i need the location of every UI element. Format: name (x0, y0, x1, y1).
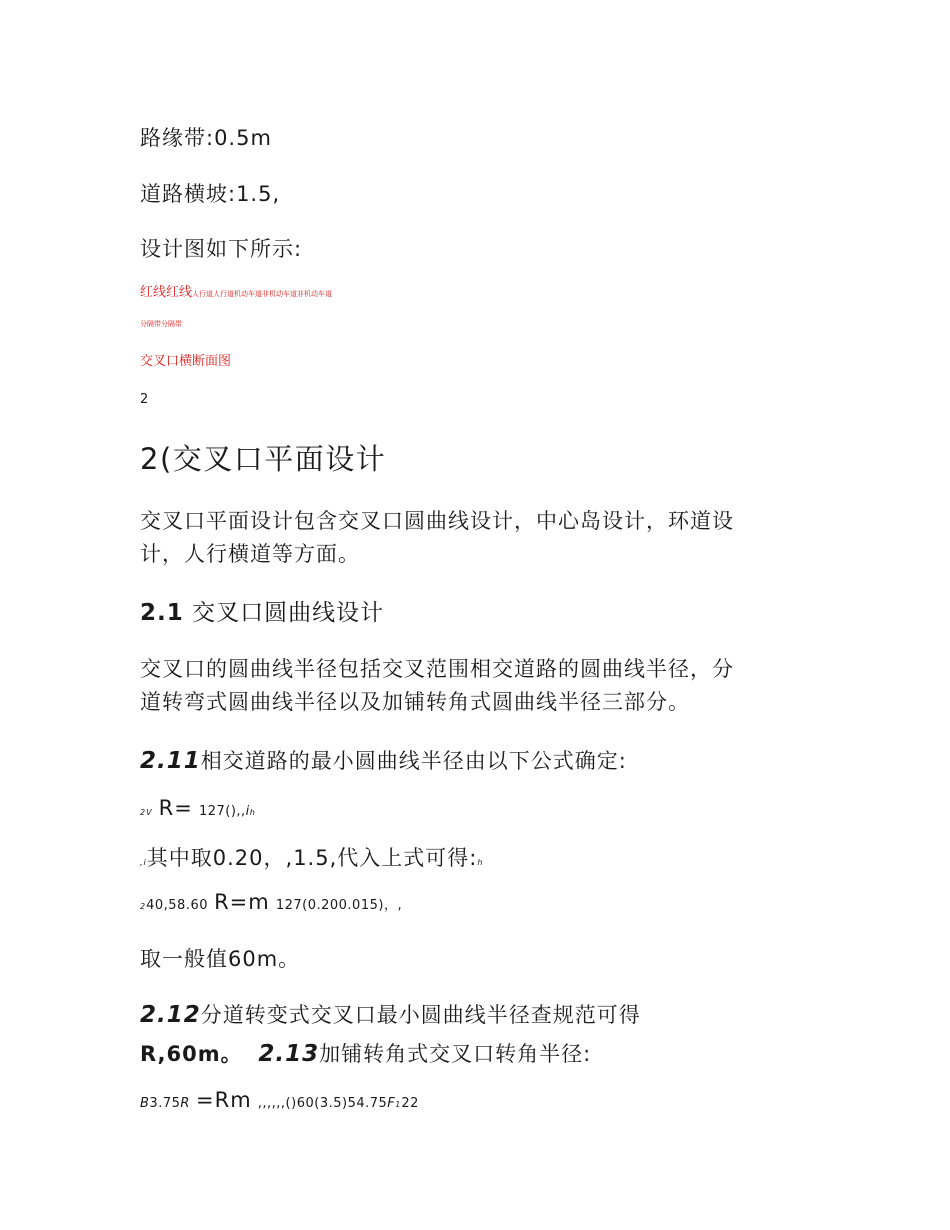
formula-2-main: R=m (214, 890, 270, 914)
section-2-12-line2 (140, 1038, 591, 1068)
figure-number: 2 (140, 392, 149, 407)
formula-3-r: R (180, 1096, 190, 1111)
section-2-12-number: 2.12 (140, 1002, 201, 1028)
where-clause (140, 842, 483, 872)
formula-2 (140, 890, 402, 914)
formula-3-f: F (387, 1096, 396, 1111)
formula-1-prefix: 2V (140, 808, 153, 817)
figure-lane-labels: 人行道人行道机动车道非机动车道非机动车道 (192, 290, 333, 298)
formula-2-denominator: 127(0.200.015)，, (275, 898, 403, 913)
section-2-1-heading (140, 594, 384, 627)
section-2-11-heading (140, 745, 627, 775)
section-2-1-para-line2: 道转弯式圆曲线半径以及加铺转角式圆曲线半径三部分。 (140, 690, 690, 714)
section-2-11-title: 相交道路的最小圆曲线半径由以下公式确定: (200, 749, 627, 773)
where-text: 其中取0.20，,1.5,代入上式可得: (146, 846, 478, 870)
figure-caption: 交叉口横断面图 (140, 354, 232, 369)
figure-red-line-label: 红线红线 (140, 285, 193, 300)
formula-3-end: 22 (401, 1096, 419, 1111)
section-2-para-line1: 交叉口平面设计包含交叉口圆曲线设计，中心岛设计，环道设 (140, 509, 734, 533)
formula-3 (140, 1088, 419, 1112)
figure-red-labels (140, 281, 332, 300)
cross-slope-line: 道路横坡:1.5, (140, 182, 281, 206)
formula-3-b: B (140, 1096, 150, 1111)
formula-1-i: i (245, 804, 250, 819)
formula-2-values: 40,58.60 (146, 898, 208, 913)
section-2-12-title: 分道转变式交叉口最小圆曲线半径查规范可得 (200, 1003, 641, 1027)
result-line: 取一般值60m。 (140, 947, 301, 971)
section-2-13-title: 加铺转角式交叉口转角半径: (319, 1042, 592, 1066)
formula-1-h: h (249, 808, 256, 817)
section-2-11-number: 2.11 (140, 748, 201, 774)
section-2-heading: 2(交叉口平面设计 (140, 442, 387, 476)
formula-3-main: =Rm (196, 1088, 252, 1112)
section-2-1-para-line1: 交叉口的圆曲线半径包括交叉范围相交道路的圆曲线半径，分 (140, 657, 734, 681)
section-2-12-heading (140, 999, 641, 1029)
design-intro-line: 设计图如下所示: (140, 237, 303, 261)
formula-3-sub: 1 (395, 1100, 402, 1109)
where-h: h (477, 858, 484, 867)
formula-1 (140, 796, 256, 820)
formula-1-denominator: 127(),, (198, 804, 246, 819)
formula-2-prefix: 2 (140, 902, 147, 911)
formula-3-expression: ,,,,,,()60(3.5)54.75 (257, 1096, 388, 1111)
section-2-para-line2: 计，人行横道等方面。 (140, 542, 360, 566)
formula-1-main: R= (158, 796, 193, 820)
section-2-13-number: 2.13 (258, 1041, 320, 1067)
figure-divider-label: 分隔带分隔带 (140, 320, 182, 328)
section-2-1-number: 2.1 (140, 600, 184, 626)
section-2-1-title: 交叉口圆曲线设计 (192, 600, 385, 626)
formula-3-value: 3.75 (149, 1096, 181, 1111)
section-2-12-result: R,60m。 (140, 1042, 243, 1066)
where-prefix: ,i (140, 858, 147, 867)
curb-band-line: 路缘带:0.5m (140, 126, 272, 150)
